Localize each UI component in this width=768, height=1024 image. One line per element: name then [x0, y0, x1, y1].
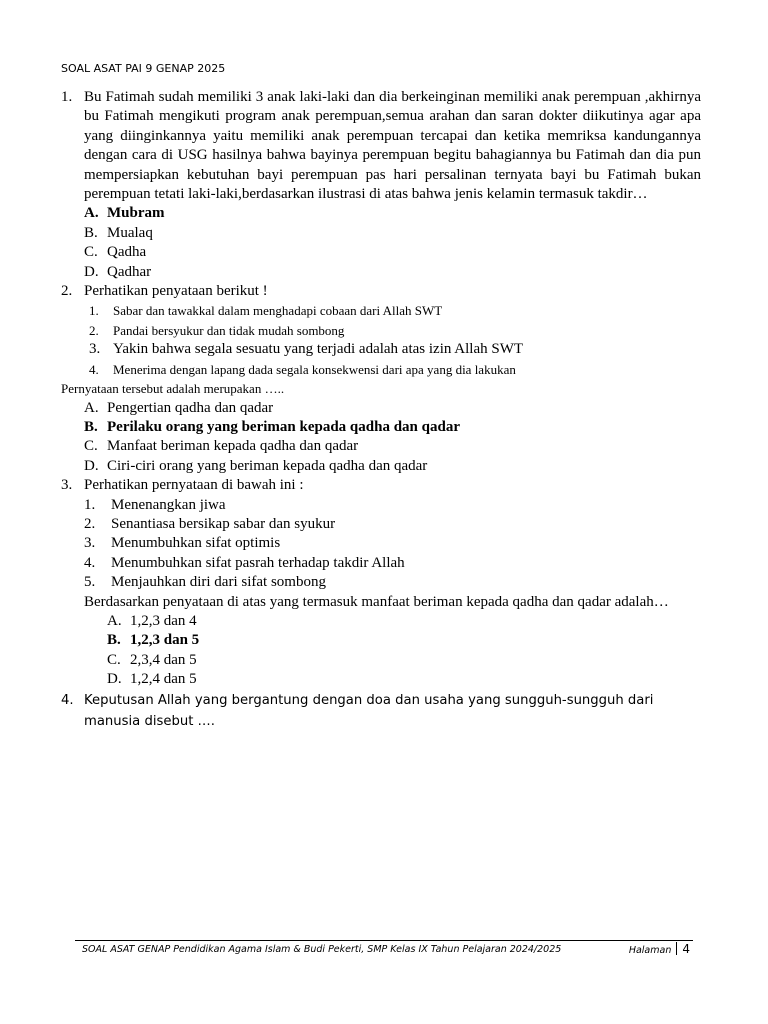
option-d	[84, 263, 701, 282]
statement-text: Menerima dengan lapang dada segala konsekwensi dari apa yang dia lakukan	[113, 361, 516, 377]
option-b	[84, 418, 701, 437]
statement-item	[84, 321, 701, 340]
option-text: 1,2,4 dan 5	[130, 671, 197, 688]
statement-item	[84, 515, 701, 534]
statement-text: Menumbuhkan sifat optimis	[111, 535, 281, 552]
option-letter: C.	[84, 244, 98, 261]
option-letter: D.	[84, 457, 99, 474]
option-text: Manfaat beriman kepada qadha dan qadar	[107, 438, 359, 455]
statement-number: 4.	[84, 554, 96, 571]
question-prompt: Pernyataan tersebut adalah merupakan …..	[61, 381, 285, 397]
option-c	[84, 437, 701, 456]
option-d	[84, 670, 701, 689]
statement-number: 3.	[89, 341, 101, 358]
statement-item	[84, 340, 701, 359]
question-number: 4.	[61, 692, 74, 708]
option-letter: B.	[84, 224, 98, 241]
option-d	[84, 457, 701, 476]
option-letter: B.	[107, 632, 121, 649]
question-text: Perhatikan penyataan berikut !	[84, 283, 268, 300]
option-text: 2,3,4 dan 5	[130, 651, 197, 668]
statement-text: Pandai bersyukur dan tidak mudah sombong	[113, 322, 345, 338]
option-text: Pengertian qadha dan qadar	[107, 399, 274, 416]
statement-text: Sabar dan tawakkal dalam menghadapi cobaan dari Allah SWT	[113, 303, 443, 319]
question-number: 1.	[61, 89, 73, 105]
option-letter: D.	[107, 671, 122, 688]
option-letter: A.	[84, 399, 99, 416]
statement-text: Yakin bahwa segala sesuatu yang terjadi adalah atas izin Allah SWT	[113, 341, 524, 358]
statement-number: 2.	[89, 322, 99, 338]
statement-item	[84, 496, 701, 515]
statement-number: 2.	[84, 515, 96, 532]
option-text: Mualaq	[107, 224, 153, 241]
footer-divider	[75, 940, 693, 941]
page-header: SOAL ASAT PAI 9 GENAP 2025	[61, 62, 226, 75]
question-number: 2.	[61, 283, 73, 300]
page-separator	[676, 942, 677, 955]
statement-number: 5.	[84, 574, 96, 591]
option-letter: D.	[84, 263, 99, 280]
statement-item	[84, 301, 701, 320]
statement-item	[84, 573, 701, 592]
question-prompt: Berdasarkan penyataan di atas yang termasuk manfaat beriman kepada qadha dan qadar adalah…	[84, 593, 669, 610]
question-1	[61, 88, 701, 282]
option-c	[84, 651, 701, 670]
option-text: Qadha	[107, 244, 147, 261]
option-a	[84, 612, 701, 631]
question-text: Bu Fatimah sudah memiliki 3 anak laki-laki dan dia berkeinginan memiliki anak perempuan ,akhirnya bu Fatimah mengikuti program anak perempuan,semua arahan dan saran dokter diikutinya agar apa yang diinginkannya yaitu memiliki anak perempuan tercapai dan ketika memriksa kandungannya dengan cara di USG hasilnya bahwa bayinya perempuan begitu bahagiannya bu Fatimah dan dia pun mempersiapkan kebutuhan bayi perempuan pas hari persalinan ternyata bayi bu Fatimah bukan perempuan tetati laki-laki,berdasarkan ilustrasi di atas bahwa jenis kelamin termasuk takdir…	[84, 89, 701, 203]
statement-item	[84, 534, 701, 553]
statement-number: 3.	[84, 535, 96, 552]
option-b	[84, 224, 701, 243]
footer-text: SOAL ASAT GENAP Pendidikan Agama Islam & Budi Pekerti, SMP Kelas IX Tahun Pelajaran 2024/2025	[82, 944, 562, 955]
question-text: Keputusan Allah yang bergantung dengan doa dan usaha yang sungguh-sungguh dari manusia disebut ….	[84, 692, 654, 729]
statement-text: Menenangkan jiwa	[111, 496, 226, 513]
statement-text: Menjauhkan diri dari sifat sombong	[111, 574, 326, 591]
statement-text: Menumbuhkan sifat pasrah terhadap takdir Allah	[111, 554, 405, 571]
option-c	[84, 243, 701, 262]
page-footer	[82, 944, 690, 955]
option-text: Qadhar	[107, 263, 152, 280]
page-label: Halaman	[628, 945, 672, 956]
question-number: 3.	[61, 477, 73, 494]
statement-number: 1.	[84, 496, 96, 513]
option-letter: B.	[84, 418, 98, 435]
page-indicator	[629, 942, 690, 956]
statement-number: 4.	[89, 361, 99, 377]
page-number: 4	[682, 942, 690, 956]
option-letter: C.	[84, 438, 98, 455]
option-letter: C.	[107, 651, 121, 668]
option-a	[84, 399, 701, 418]
option-letter: A.	[84, 205, 99, 222]
question-text: Perhatikan pernyataan di bawah ini :	[84, 477, 304, 494]
statement-number: 1.	[89, 303, 99, 319]
option-b	[84, 631, 701, 650]
option-a	[84, 204, 701, 223]
option-text: 1,2,3 dan 4	[130, 612, 197, 629]
option-text: 1,2,3 dan 5	[130, 632, 200, 649]
question-3	[61, 476, 701, 689]
option-text: Mubram	[107, 205, 165, 222]
option-text: Perilaku orang yang beriman kepada qadha dan qadar	[107, 418, 460, 435]
statement-item	[84, 360, 701, 379]
statement-text: Senantiasa bersikap sabar dan syukur	[111, 515, 336, 532]
question-2	[61, 282, 701, 476]
statement-item	[84, 554, 701, 573]
question-list	[61, 88, 701, 732]
option-text: Ciri-ciri orang yang beriman kepada qadha dan qadar	[107, 457, 428, 474]
option-letter: A.	[107, 612, 122, 629]
question-4	[61, 690, 701, 732]
